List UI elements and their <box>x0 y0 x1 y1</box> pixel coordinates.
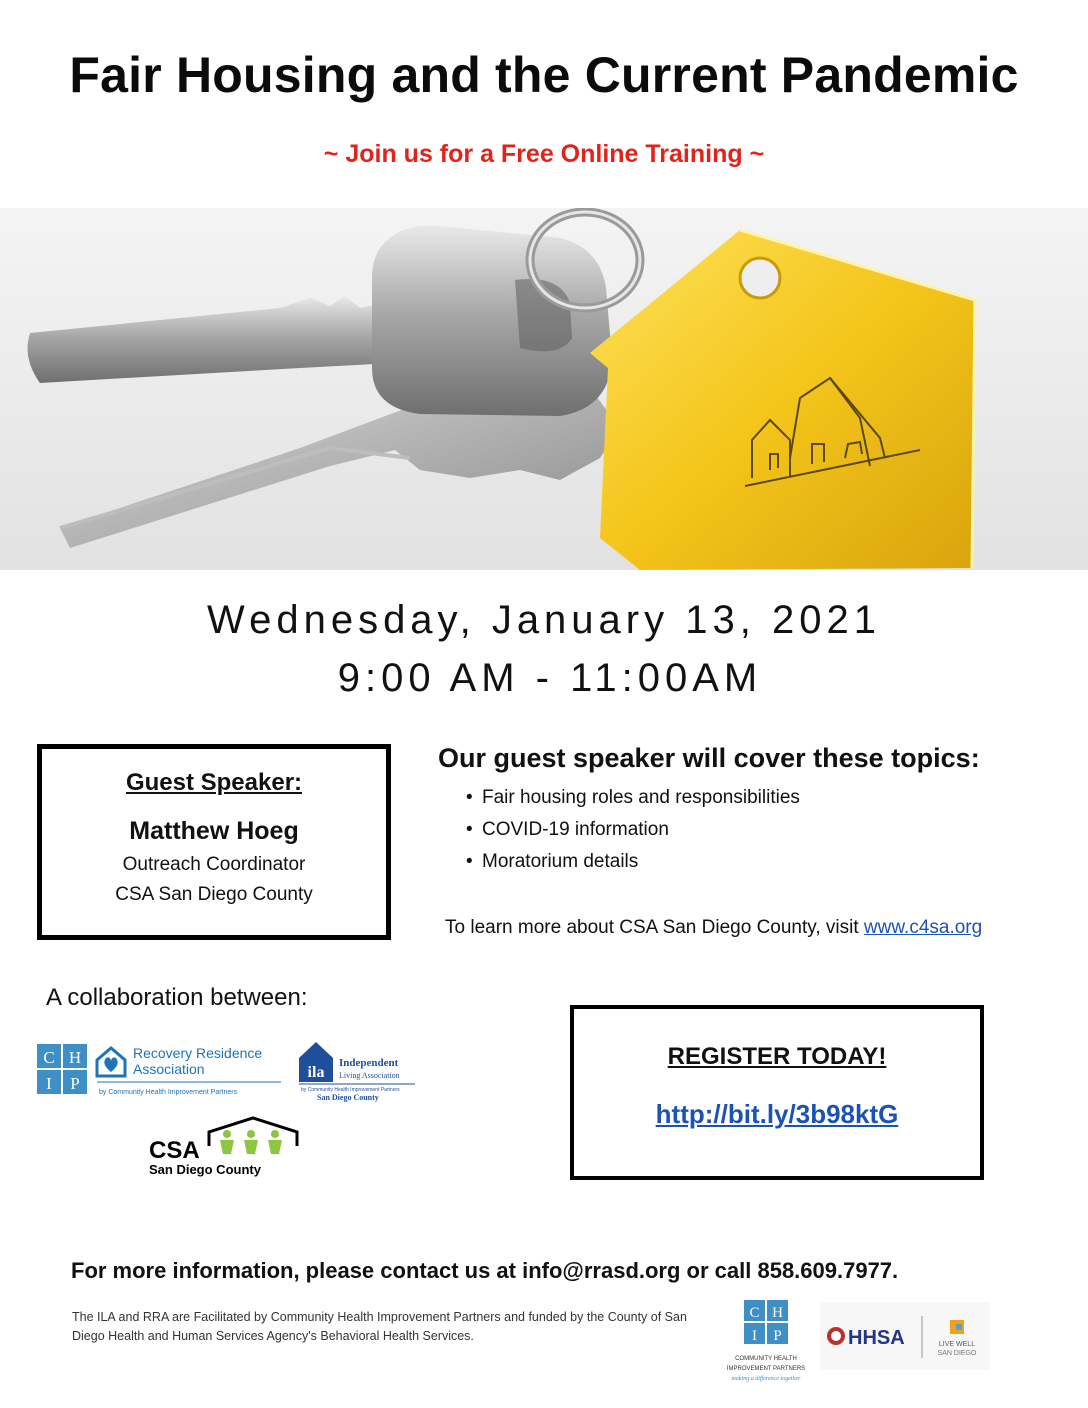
chip-logo <box>37 1044 87 1094</box>
svg-text:by Community Health Improvemen: by Community Health Improvement Partners <box>99 1089 238 1096</box>
svg-text:COMMUNITY HEALTH: COMMUNITY HEALTH <box>735 1356 797 1362</box>
svg-text:IMPROVEMENT PARTNERS: IMPROVEMENT PARTNERS <box>726 1366 806 1372</box>
svg-text:P: P <box>773 1328 782 1344</box>
contact-info: For more information, please contact us at info@rrasd.org or call 858.609.7977. <box>71 1258 899 1283</box>
guest-speaker-box <box>37 744 391 940</box>
event-time: 9:00 AM - 11:00AM <box>337 656 763 700</box>
hhsa-icon <box>820 1302 990 1370</box>
register-heading: REGISTER TODAY! <box>667 1043 887 1070</box>
topics-list <box>466 786 800 882</box>
speaker-name: Matthew Hoeg <box>129 817 299 845</box>
svg-text:I: I <box>752 1328 757 1344</box>
svg-text:SAN DIEGO: SAN DIEGO <box>937 1350 977 1357</box>
bullet-icon: • <box>466 819 473 840</box>
svg-text:Recovery Residence: Recovery Residence <box>133 1045 263 1061</box>
register-link[interactable]: http://bit.ly/3b98ktG <box>655 1099 899 1129</box>
svg-text:Association: Association <box>133 1061 205 1077</box>
page-subtitle: ~ Join us for a Free Online Training ~ <box>323 140 765 168</box>
svg-text:H: H <box>772 1305 783 1321</box>
hhsa-livewell-logo <box>820 1302 990 1370</box>
csa-logo <box>149 1118 297 1177</box>
event-date: Wednesday, January 13, 2021 <box>207 598 881 642</box>
topics-heading: Our guest speaker will cover these topics: <box>438 743 980 773</box>
learn-more-text: To learn more about CSA San Diego County, visit www.c4sa.org <box>445 917 983 938</box>
guest-speaker-heading: Guest Speaker: <box>125 769 303 796</box>
list-item: • COVID-19 information <box>466 819 669 840</box>
svg-text:H: H <box>68 1048 82 1067</box>
bullet-icon: • <box>466 787 473 808</box>
collaboration-label: A collaboration between: <box>46 984 308 1011</box>
svg-text:CSA: CSA <box>149 1137 200 1164</box>
chip-icon <box>718 1298 814 1388</box>
svg-text:San Diego County: San Diego County <box>317 1093 379 1102</box>
svg-text:by Community Health Improvemen: by Community Health Improvement Partners <box>301 1087 400 1093</box>
partner-logos <box>37 1036 437 1186</box>
svg-text:LIVE WELL: LIVE WELL <box>938 1341 976 1348</box>
chip-footer-logo <box>718 1298 814 1388</box>
rra-logo <box>97 1045 281 1096</box>
svg-text:C: C <box>749 1305 760 1321</box>
svg-text:C: C <box>43 1048 55 1067</box>
svg-text:making a difference together: making a difference together <box>731 1376 801 1382</box>
c4sa-website-link[interactable]: www.c4sa.org <box>863 917 983 938</box>
list-item: • Fair housing roles and responsibilities <box>466 787 800 808</box>
svg-text:ila: ila <box>307 1064 325 1081</box>
page-title: Fair Housing and the Current Pandemic <box>69 47 1019 103</box>
ila-logo <box>299 1042 415 1102</box>
register-box <box>570 1005 984 1180</box>
funding-note: The ILA and RRA are Facilitated by Community Health Improvement Partners and funded by the County of San Diego Health and Human Services Agency's Behavioral Health Services. <box>72 1310 687 1343</box>
svg-text:Living Association: Living Association <box>339 1071 400 1080</box>
svg-text:P: P <box>70 1074 80 1093</box>
svg-text:I: I <box>46 1074 52 1093</box>
svg-text:San Diego County: San Diego County <box>149 1162 261 1177</box>
bullet-icon: • <box>466 851 473 872</box>
svg-text:HHSA: HHSA <box>848 1327 905 1349</box>
speaker-role: Outreach Coordinator <box>122 854 306 875</box>
svg-text:Independent: Independent <box>339 1057 399 1069</box>
partner-logos-icon <box>37 1036 437 1186</box>
hero-keys-image <box>0 208 1088 570</box>
speaker-org: CSA San Diego County <box>115 884 313 905</box>
list-item: • Moratorium details <box>466 851 639 872</box>
house-keys-icon <box>0 208 1088 570</box>
